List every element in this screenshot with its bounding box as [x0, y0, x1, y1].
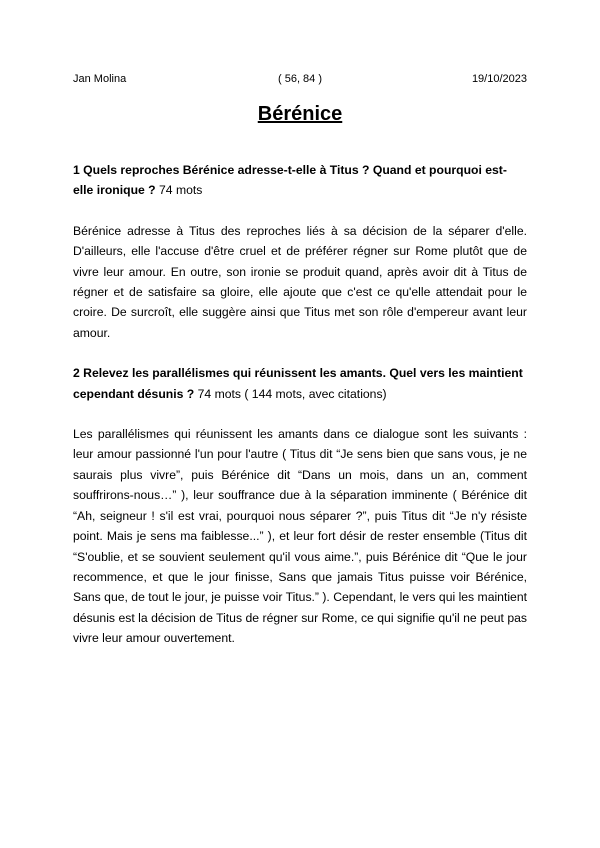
answer-2: Les parallélismes qui réunissent les amants dans ce dialogue sont les suivants : leur amour passionné l'un pour l'autre ( Titus dit “Je sens bien que sans vous, je ne saurais plus vivre”, puis Bérénice dit “Dans un mois, dans un an, comment souffrirons-nous…” ), leur souffrance due à la séparation imminente ( Bérénice dit “Ah, seigneur ! s'il est vrai, pourquoi nous séparer ?”, puis Titus dit “Je n'y résiste point. Mais je sens ma faiblesse...” ), et leur fort désir de rester ensemble (Titus dit “S'oublie, et se souvient seulement qu'il vous aime.”, puis Bérénice dit “Que le jour recommence, et que le jour finisse, Sans que jamais Titus puisse voir Bérénice, Sans que, de tout le jour, je puisse voir Titus.” ). Cependant, le vers qui les maintient désunis est la décision de Titus de régner sur Rome, ce qui signifie qu'il ne peut pas vivre leur amour ouvertement. — [73, 427, 527, 646]
document-title: Bérénice — [257, 103, 343, 125]
question-1-word-count: 74 mots — [155, 183, 203, 198]
document-body — [73, 160, 527, 669]
question-2-word-count: 74 mots ( 144 mots, avec citations) — [194, 386, 387, 401]
question-2-text: 2 Relevez les parallélismes qui réunissent les amants. Quel vers les maintient cependant désunis ? — [73, 366, 523, 401]
coordinates: ( 56, 84 ) — [277, 73, 323, 85]
author-name: Jan Molina — [73, 73, 127, 85]
date: 19/10/2023 — [471, 73, 527, 85]
question-1-text: 1 Quels reproches Bérénice adresse-t-elle à Titus ? Quand et pourquoi est-elle ironique ? — [73, 163, 507, 198]
answer-1: Bérénice adresse à Titus des reproches liés à sa décision de la séparer d'elle. D'ailleurs, elle l'accuse d'être cruel et de préférer régner sur Rome plutôt que de vivre leur amour. En outre, son ironie se produit quand, après avoir dit à Titus de régner et de satisfaire sa gloire, elle ajoute que c'est ce qu'elle attendait pour le croire. De surcroît, elle suggère ainsi que Titus met son rôle d'empereur avant leur amour. — [73, 223, 527, 340]
question-2 — [73, 363, 527, 404]
page-header — [73, 72, 527, 88]
question-1 — [73, 160, 527, 201]
